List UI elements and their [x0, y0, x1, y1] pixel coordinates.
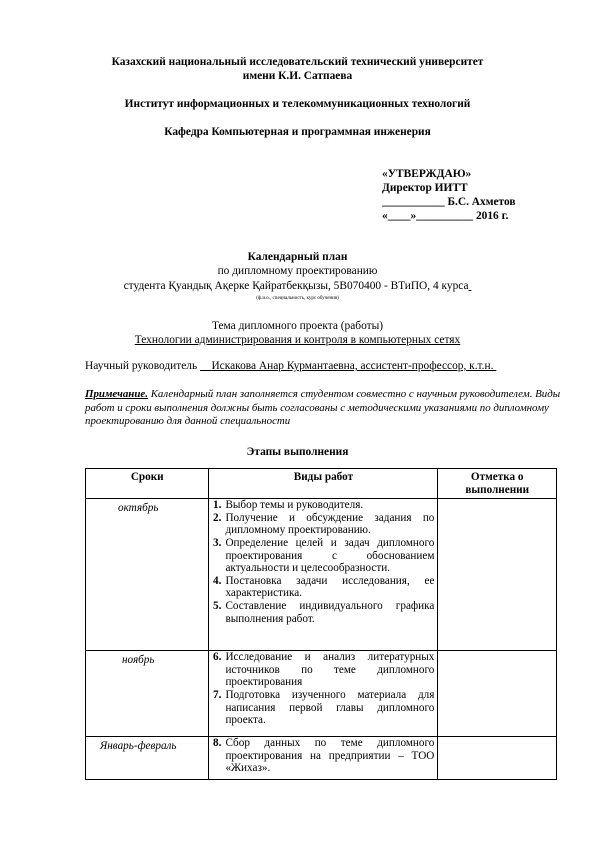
approval-title: «УТВЕРЖДАЮ»	[382, 168, 472, 180]
term-cell: ноябрь	[86, 651, 209, 737]
supervisor-line	[85, 360, 496, 372]
topic-label: Тема дипломного проекта (работы)	[211, 320, 384, 332]
item-text: Сбор данных по теме дипломного проектирования на предприятии – ТОО «Жихаз».	[225, 737, 435, 775]
mark-cell	[438, 651, 557, 737]
item-number: 2.	[213, 511, 222, 524]
table-header-row	[86, 469, 557, 499]
works-list	[209, 651, 437, 731]
list-item	[209, 499, 434, 512]
item-text: Постановка задачи исследования, ее характеристика.	[225, 574, 435, 600]
term-cell: Январь-февраль	[86, 737, 209, 780]
item-number: 3.	[213, 536, 222, 549]
stages-title: Этапы выполнения	[246, 446, 349, 458]
col-works: Виды работ	[209, 469, 438, 499]
student-hint: (ф.и.о., специальность, курс обучения)	[256, 296, 339, 301]
works-cell	[209, 737, 438, 780]
col-mark: Отметка о выполнении	[438, 469, 557, 499]
list-item	[209, 600, 434, 625]
stages-table	[85, 468, 557, 780]
item-text: Исследование и анализ литературных источников по теме дипломного проектирования	[225, 651, 435, 689]
list-item	[209, 651, 434, 689]
item-number: 4.	[213, 574, 222, 587]
student-line	[0, 280, 595, 292]
supervisor-label: Научный руководитель	[85, 360, 198, 372]
plan-title: Календарный план	[247, 251, 348, 263]
table-row	[86, 737, 557, 780]
term-cell: октябрь	[86, 499, 209, 651]
approval-date: «____»__________ 2016 г.	[382, 210, 509, 222]
works-list	[209, 499, 437, 629]
plan-subtitle: по дипломному проектированию	[217, 265, 378, 277]
item-text: Подготовка изученного материала для написания первой главы дипломного проекта.	[225, 688, 435, 727]
department-name: Кафедра Компьютерная и программная инженерия	[164, 126, 431, 138]
institute-name: Институт информационных и телекоммуникационных технологий	[124, 98, 471, 110]
works-cell	[209, 499, 438, 651]
mark-cell	[438, 499, 557, 651]
list-item	[209, 737, 434, 775]
works-list	[209, 737, 437, 779]
student-text: студента Қуандық Ақерке Қайратбекқызы, 5В070400 - ВТиПО, 4 курса	[123, 280, 469, 292]
university-name: Казахский национальный исследовательский технический университет	[111, 56, 484, 68]
item-number: 7.	[213, 688, 222, 701]
note-label: Примечание.	[85, 388, 148, 400]
item-text: Определение целей и задач дипломного проектирования с обоснованием актуальности и целесообразности.	[225, 536, 435, 575]
supervisor-name: Искакова Анар Курмантаевна, ассистент-профессор, к.т.н.	[211, 360, 494, 372]
university-name-2: имени К.И. Сатпаева	[242, 70, 353, 82]
mark-cell	[438, 737, 557, 780]
list-item	[209, 575, 434, 600]
works-cell	[209, 651, 438, 737]
note	[85, 388, 565, 429]
item-text: Составление индивидуального графика выполнения работ.	[225, 599, 435, 625]
topic-title: Технологии администрирования и контроля в компьютерных сетях	[134, 334, 461, 346]
list-item	[209, 689, 434, 727]
table-row	[86, 651, 557, 737]
item-text: Получение и обсуждение задания по дипломному проектированию.	[225, 511, 435, 537]
approval-position: Директор ИИТТ	[382, 182, 468, 194]
item-number: 5.	[213, 599, 222, 612]
item-text: Выбор темы и руководителя.	[225, 499, 364, 512]
item-number: 8.	[213, 737, 222, 750]
item-number: 1.	[213, 499, 222, 512]
list-item	[209, 537, 434, 575]
col-terms: Сроки	[86, 469, 209, 499]
table-row	[86, 499, 557, 651]
approval-signature: ___________ Б.С. Ахметов	[382, 196, 516, 208]
list-item	[209, 512, 434, 537]
item-number: 6.	[213, 651, 222, 664]
note-text: Календарный план заполняется студентом совместно с научным руководителем. Виды работ и сроки выполнения должны быть согласованы с методическими указаниями по дипломному проектированию для данной специальности	[85, 388, 561, 428]
